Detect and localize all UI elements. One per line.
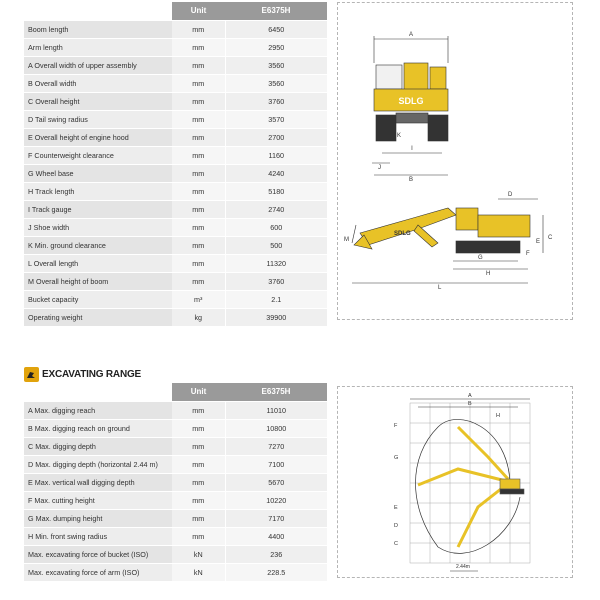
label-I: I — [411, 146, 413, 152]
label-G: G — [478, 255, 483, 261]
row-label: D Max. digging depth (horizontal 2.44 m) — [24, 455, 172, 473]
excavator-icon — [24, 367, 39, 382]
row-unit: kN — [172, 545, 225, 563]
row-unit: mm — [172, 182, 225, 200]
row-unit: mm — [172, 401, 225, 419]
row-value: 7170 — [225, 509, 327, 527]
row-label: C Overall height — [24, 92, 172, 110]
row-unit: mm — [172, 527, 225, 545]
row-value: 6450 — [225, 20, 327, 38]
side-brand-label: SDLG — [394, 231, 411, 237]
row-label: B Overall width — [24, 74, 172, 92]
row-value: 228.5 — [225, 563, 327, 581]
row-label: Bucket capacity — [24, 290, 172, 308]
row-label: M Overall height of boom — [24, 272, 172, 290]
spec-row — [24, 128, 327, 146]
row-unit: mm — [172, 254, 225, 272]
range-label-H: H — [496, 413, 500, 419]
row-unit: mm — [172, 110, 225, 128]
range-row — [24, 491, 327, 509]
spec-row — [24, 92, 327, 110]
range-row — [24, 455, 327, 473]
range-label-A: A — [468, 393, 472, 399]
range-header-model: E6375H — [225, 383, 327, 401]
range-table-header — [24, 383, 327, 401]
row-label: I Track gauge — [24, 200, 172, 218]
row-value: 1160 — [225, 146, 327, 164]
label-B-bottom: B — [408, 177, 414, 183]
row-label: F Max. cutting height — [24, 491, 172, 509]
side-view-excavator — [352, 199, 543, 283]
spec-row — [24, 290, 327, 308]
row-label: L Overall length — [24, 254, 172, 272]
row-unit: mm — [172, 128, 225, 146]
range-row — [24, 419, 327, 437]
range-label-G: G — [394, 455, 399, 461]
row-label: D Tail swing radius — [24, 110, 172, 128]
label-F: F — [526, 251, 530, 257]
row-value: 39900 — [225, 308, 327, 326]
row-unit: mm — [172, 491, 225, 509]
range-header-unit: Unit — [172, 383, 225, 401]
spec-row — [24, 218, 327, 236]
excavating-range-diagram — [337, 386, 573, 578]
spec-row — [24, 38, 327, 56]
row-label: Arm length — [24, 38, 172, 56]
spec-row — [24, 110, 327, 128]
range-horizontal-note: 2.44m — [456, 564, 470, 570]
range-label-B: B — [468, 401, 472, 407]
spec-row — [24, 20, 327, 38]
spec-row — [24, 254, 327, 272]
range-label-F: F — [394, 423, 398, 429]
range-row — [24, 437, 327, 455]
row-unit: mm — [172, 146, 225, 164]
row-value: 7100 — [225, 455, 327, 473]
row-label: B Max. digging reach on ground — [24, 419, 172, 437]
row-label: G Max. dumping height — [24, 509, 172, 527]
spec-row — [24, 164, 327, 182]
spec-row — [24, 146, 327, 164]
spec-row — [24, 182, 327, 200]
range-label-E: E — [394, 505, 398, 511]
row-unit: mm — [172, 437, 225, 455]
row-unit: mm — [172, 20, 225, 38]
row-value: 600 — [225, 218, 327, 236]
row-label: J Shoe width — [24, 218, 172, 236]
row-value: 4240 — [225, 164, 327, 182]
row-label: Boom length — [24, 20, 172, 38]
range-row — [24, 401, 327, 419]
row-unit: mm — [172, 236, 225, 254]
spec-row — [24, 236, 327, 254]
row-label: A Max. digging reach — [24, 401, 172, 419]
row-unit: kN — [172, 563, 225, 581]
row-value: 236 — [225, 545, 327, 563]
row-label: E Max. vertical wall digging depth — [24, 473, 172, 491]
row-value: 11320 — [225, 254, 327, 272]
row-label: Operating weight — [24, 308, 172, 326]
label-D: D — [508, 192, 513, 198]
row-label: A Overall width of upper assembly — [24, 56, 172, 74]
row-value: 3560 — [225, 56, 327, 74]
row-label: G Wheel base — [24, 164, 172, 182]
spec-row — [24, 200, 327, 218]
label-L: L — [438, 285, 442, 291]
row-value: 5670 — [225, 473, 327, 491]
row-value: 3760 — [225, 272, 327, 290]
label-J: J — [378, 165, 381, 171]
row-value: 2740 — [225, 200, 327, 218]
spec-row — [24, 74, 327, 92]
range-label-D: D — [394, 523, 398, 529]
row-value: 4400 — [225, 527, 327, 545]
row-unit: mm — [172, 272, 225, 290]
excavating-range-table — [24, 383, 327, 582]
row-value: 3560 — [225, 74, 327, 92]
row-unit: m³ — [172, 290, 225, 308]
front-brand-label: SDLG — [398, 96, 424, 106]
spec-row — [24, 272, 327, 290]
range-row — [24, 509, 327, 527]
row-value: 11010 — [225, 401, 327, 419]
row-label: Max. excavating force of bucket (ISO) — [24, 545, 172, 563]
row-unit: mm — [172, 419, 225, 437]
row-value: 2950 — [225, 38, 327, 56]
range-label-C: C — [394, 541, 398, 547]
label-H: H — [486, 271, 491, 277]
row-value: 10800 — [225, 419, 327, 437]
range-header-blank — [24, 383, 172, 401]
range-row — [24, 563, 327, 581]
row-value: 3760 — [225, 92, 327, 110]
row-unit: mm — [172, 200, 225, 218]
machine-dimensions-diagram — [337, 2, 573, 320]
spec-row — [24, 308, 327, 326]
row-value: 7270 — [225, 437, 327, 455]
range-row — [24, 527, 327, 545]
row-unit: mm — [172, 218, 225, 236]
row-value: 10220 — [225, 491, 327, 509]
row-label: K Min. ground clearance — [24, 236, 172, 254]
row-label: Max. excavating force of arm (ISO) — [24, 563, 172, 581]
range-row — [24, 473, 327, 491]
range-row — [24, 545, 327, 563]
label-E: E — [536, 239, 541, 245]
row-unit: mm — [172, 455, 225, 473]
row-unit: mm — [172, 509, 225, 527]
spec-row — [24, 56, 327, 74]
row-value: 5180 — [225, 182, 327, 200]
row-unit: mm — [172, 473, 225, 491]
label-M: M — [344, 237, 349, 243]
section-title: EXCAVATING RANGE — [42, 368, 142, 380]
row-label: H Min. front swing radius — [24, 527, 172, 545]
spec-header-model: E6375H — [225, 2, 327, 20]
row-label: C Max. digging depth — [24, 437, 172, 455]
range-excavator-poses — [418, 427, 524, 547]
row-unit: mm — [172, 38, 225, 56]
row-value: 2.1 — [225, 290, 327, 308]
row-label: H Track length — [24, 182, 172, 200]
row-value: 3570 — [225, 110, 327, 128]
excavating-range-heading — [24, 366, 141, 382]
row-unit: mm — [172, 56, 225, 74]
spec-header-blank — [24, 2, 172, 20]
label-A-top: A — [408, 32, 414, 38]
label-K: K — [397, 133, 402, 139]
row-label: E Overall height of engine hood — [24, 128, 172, 146]
row-unit: mm — [172, 92, 225, 110]
row-label: F Counterweight clearance — [24, 146, 172, 164]
specifications-table — [24, 2, 327, 327]
row-value: 2700 — [225, 128, 327, 146]
row-value: 500 — [225, 236, 327, 254]
row-unit: mm — [172, 74, 225, 92]
row-unit: mm — [172, 164, 225, 182]
spec-header-unit: Unit — [172, 2, 225, 20]
spec-table-header — [24, 2, 327, 20]
row-unit: kg — [172, 308, 225, 326]
label-C: C — [548, 235, 553, 241]
